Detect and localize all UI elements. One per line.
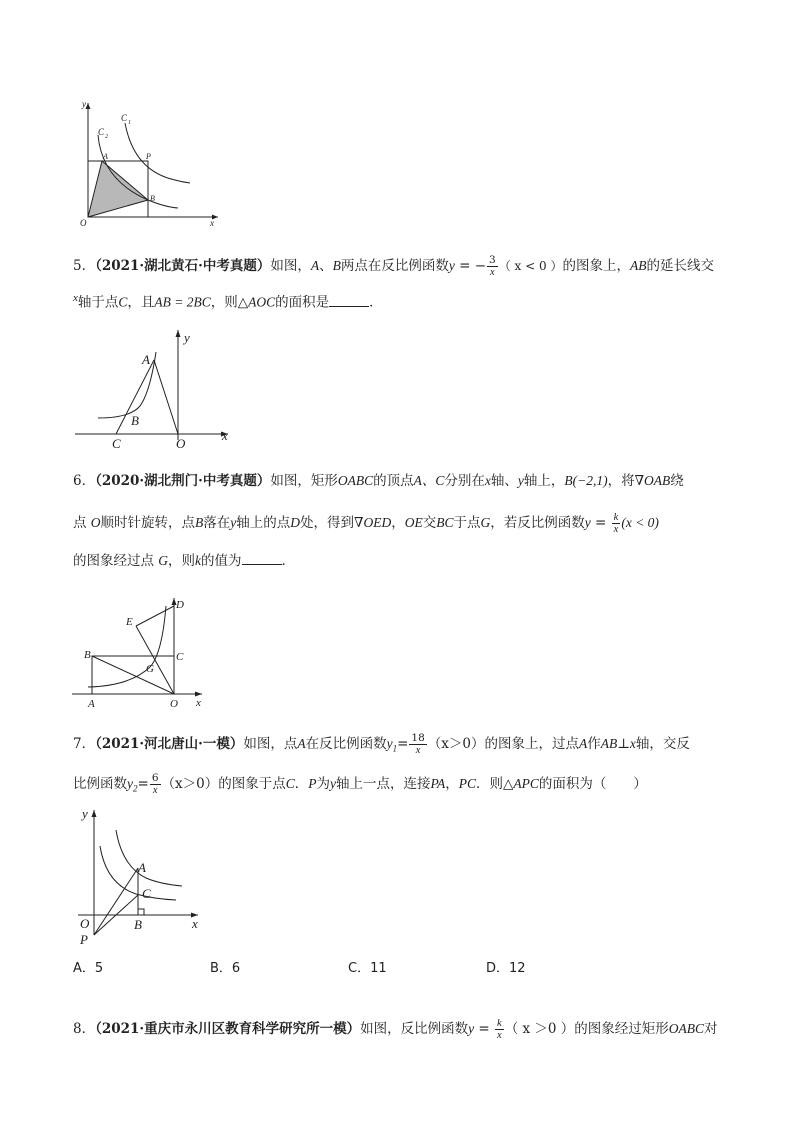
q7-text: ．	[294, 776, 309, 792]
q7-text: ．则△	[476, 776, 514, 792]
q7-text: 作	[587, 736, 601, 752]
q6-condition: (x < 0)	[621, 515, 659, 530]
q7-text: ，	[445, 776, 459, 792]
q7-text: 的图象于点	[218, 776, 286, 792]
fig4-o-label: O	[80, 218, 87, 228]
q6-text: 于点	[453, 515, 481, 531]
q6-point-g: G	[480, 515, 491, 530]
fig7-x-label: x	[192, 916, 198, 931]
q8-fraction	[495, 1018, 504, 1041]
q7-y2-sub: 2	[133, 783, 138, 794]
q6-k: k	[195, 553, 202, 568]
fig6-x-label: x	[196, 697, 201, 709]
q8-frac-num: k	[497, 1018, 502, 1029]
q6-ac: A、C	[413, 473, 445, 488]
q7-frac2-num: 6	[151, 772, 159, 784]
q6-text: ，若反比例函数	[490, 515, 585, 531]
q5-point-a: A	[310, 258, 320, 273]
q5-frac-den: x	[490, 267, 495, 278]
q5-answer-blank[interactable]	[329, 294, 369, 307]
figure-q7	[74, 804, 214, 949]
q6-text: 轴、	[490, 473, 518, 489]
q8-text: 如图，反比例函数	[360, 1021, 469, 1037]
q7-text: 的图象上，过点	[484, 736, 579, 752]
q7-text: 如图，点	[243, 736, 298, 752]
q6-line-2	[73, 512, 733, 535]
fig6-g-label: G	[146, 663, 154, 675]
figure-q4	[70, 95, 230, 228]
fig4-y-label: y	[82, 99, 86, 109]
q8-func-eq: =	[474, 1021, 495, 1037]
q6-text: 处，得到∇	[300, 515, 364, 531]
q6-oed: OED	[363, 515, 392, 530]
q7-perp: ⊥	[617, 736, 630, 752]
q6-text: 轴上，	[523, 473, 565, 489]
fig4-c2-sub: 2	[105, 134, 108, 140]
q6-text: 落在	[203, 515, 231, 531]
q7-fraction-2	[150, 773, 161, 796]
q6-text: ，将∇	[607, 473, 645, 489]
q6-text: 交	[422, 515, 437, 531]
q6-text: ，则	[168, 553, 196, 569]
q6-line-1	[73, 472, 733, 490]
q6-x: x	[484, 473, 491, 488]
q6-text: 顺时针旋转，点	[100, 515, 196, 531]
q6-text: 如图，矩形	[270, 473, 338, 489]
q5-frac-num: 3	[489, 254, 496, 266]
fig7-p-label: P	[80, 932, 88, 947]
q5-text: 的图象上，	[562, 258, 630, 274]
q8-number: 8．	[73, 1021, 96, 1037]
q7-condition-1: （x＞0）	[427, 736, 485, 752]
fig7-a-label: A	[138, 860, 146, 875]
fig5-c-label: C	[112, 436, 121, 451]
q6-answer-blank[interactable]	[242, 552, 282, 565]
q7-point-a: A	[578, 736, 588, 751]
q5-text: ，且	[127, 294, 155, 311]
q6-text: 分别在	[444, 473, 485, 489]
fig7-c-label: C	[142, 886, 151, 901]
q7-pc: PC	[458, 776, 476, 791]
fig7-o-label: O	[80, 916, 90, 931]
q7-frac1-num: 18	[411, 732, 425, 744]
q7-eq: =	[137, 776, 149, 792]
q7-eq: =	[397, 736, 409, 752]
q7-y: y	[329, 776, 336, 791]
q7-ab: AB	[600, 736, 618, 751]
fig4-c1-label: C	[121, 113, 128, 123]
q6-func-eq: =	[590, 515, 611, 531]
fig5-y-label: y	[184, 330, 190, 345]
q7-text: 轴上一点，连接	[335, 776, 431, 792]
q7-point-a: A	[297, 736, 306, 751]
figure-q5	[70, 322, 240, 450]
q6-text: 绕	[670, 473, 684, 489]
q5-line-2	[73, 289, 733, 312]
q6-frac-den: x	[613, 524, 619, 535]
q7-point-p: P	[308, 776, 317, 791]
q8-line-1	[73, 1018, 733, 1041]
fig6-o-label: O	[170, 698, 178, 710]
q7-y2: y	[127, 776, 133, 791]
q5-text: ，则△	[210, 294, 249, 311]
q6-text: 点	[73, 515, 91, 531]
q6-text: ．	[281, 553, 296, 569]
q5-point-c: C	[118, 294, 128, 310]
fig4-c1-sub: 1	[128, 120, 131, 126]
q6-point-d: D	[290, 515, 301, 530]
q6-source: （2020·湖北荆门·中考真题）	[95, 473, 271, 489]
q8-text: 的图象经过矩形	[574, 1021, 669, 1037]
q8-oabc: OABC	[668, 1021, 705, 1036]
q7-text: 为	[316, 776, 330, 792]
fig4-x-label: x	[210, 218, 214, 228]
fig5-x-label: x	[222, 428, 228, 443]
fig5-o-label: O	[176, 436, 186, 451]
q6-bc: BC	[436, 515, 454, 530]
fig6-d-label: D	[176, 599, 184, 611]
q6-text: 的图象经过点	[73, 553, 154, 569]
q7-y1-sub: 1	[392, 743, 398, 754]
q5-text: 两点在反比例函数	[340, 258, 449, 274]
fig7-b-label: B	[134, 917, 142, 932]
q7-pa: PA	[430, 776, 446, 791]
q5-ab-eq: AB = 2BC	[154, 294, 211, 310]
q5-x: x	[73, 292, 78, 304]
q7-y1: y	[386, 736, 393, 751]
q7-condition-2: （x＞0）	[161, 776, 219, 792]
q5-func-eq: = −	[454, 258, 487, 274]
q7-x: x	[629, 736, 636, 751]
q5-text: 轴于点	[77, 294, 119, 311]
q8-frac-den: x	[497, 1030, 502, 1041]
q6-number: 6．	[73, 473, 96, 489]
fig4-a-label: A	[103, 152, 108, 161]
q5-line-1	[73, 255, 733, 278]
fig6-b-label: B	[84, 649, 91, 661]
q7-frac2-den: x	[152, 785, 158, 796]
q5-func-y: y	[448, 258, 455, 273]
q8-condition: （ x ＞0 ）	[504, 1021, 575, 1037]
q6-line-3	[73, 552, 733, 570]
fig6-a-label: A	[88, 698, 95, 710]
fig4-c2-label: C	[98, 127, 105, 137]
q7-line-2	[73, 773, 733, 798]
q7-option-b[interactable]: B．6	[210, 961, 241, 976]
q7-text: 比例函数	[73, 776, 127, 792]
q6-frac-num: k	[613, 512, 619, 523]
q6-y: y	[517, 473, 524, 488]
q7-number: 7．	[73, 736, 96, 752]
q5-text: 的延长线交	[646, 258, 714, 274]
q7-point-c: C	[285, 776, 295, 791]
fig6-c-label: C	[176, 651, 184, 663]
q7-text: 轴，交反	[635, 736, 690, 752]
figure-q6	[70, 594, 220, 714]
q8-source: （2021·重庆市永川区教育科学研究所一模）	[95, 1021, 361, 1037]
q5-aoc: AOC	[248, 294, 276, 310]
q7-option-d[interactable]: D．12	[486, 961, 526, 976]
q5-number: 5．	[73, 258, 96, 274]
fig5-a-label: A	[142, 352, 150, 367]
q5-text: 的面积是	[275, 294, 330, 311]
q5-fraction	[487, 255, 498, 278]
q6-y: y	[230, 515, 237, 530]
q6-oabc: OABC	[337, 473, 374, 488]
fig6-e-label: E	[126, 616, 133, 628]
q6-func-y: y	[584, 515, 591, 530]
fig4-p-label: P	[146, 152, 151, 161]
q5-text: 、	[319, 258, 333, 274]
q7-apc: APC	[513, 776, 539, 791]
fig7-y-label: y	[82, 806, 88, 821]
q6-point-g: G	[158, 553, 169, 568]
fig4-b-label: B	[150, 194, 155, 203]
q7-text: 在反比例函数	[305, 736, 387, 752]
q6-text: 轴上的点	[236, 515, 291, 531]
q6-oe: OE	[404, 515, 423, 530]
q6-text: 的值为	[201, 553, 242, 569]
q8-func-y: y	[468, 1021, 475, 1036]
q7-source: （2021·河北唐山·一模）	[95, 736, 244, 752]
q5-ab: AB	[629, 258, 647, 273]
q7-option-a[interactable]: A．5	[73, 961, 104, 976]
q6-text: 的顶点	[373, 473, 414, 489]
q5-text: 如图，	[270, 258, 311, 274]
q6-point-b: B	[195, 515, 204, 530]
q6-fraction	[612, 512, 621, 535]
q5-text: ．	[369, 294, 383, 311]
q6-text: ，	[391, 515, 405, 531]
fig5-b-label: B	[131, 413, 139, 428]
q5-source: （2021·湖北黄石·中考真题）	[95, 258, 271, 274]
q8-text: 对	[704, 1021, 718, 1037]
q5-condition: （ x < 0 ）	[498, 259, 563, 273]
q7-option-c[interactable]: C．11	[348, 961, 387, 976]
q6-point-o: O	[90, 515, 101, 530]
q6-b-coord: B(−2,1)	[564, 473, 608, 488]
q7-line-1	[73, 733, 733, 758]
q7-frac1-den: x	[415, 745, 421, 756]
q7-text: 的面积为（ ）	[538, 776, 647, 792]
q6-oab: OAB	[644, 473, 671, 488]
q7-fraction-1	[409, 733, 426, 756]
q5-point-b: B	[332, 258, 341, 273]
